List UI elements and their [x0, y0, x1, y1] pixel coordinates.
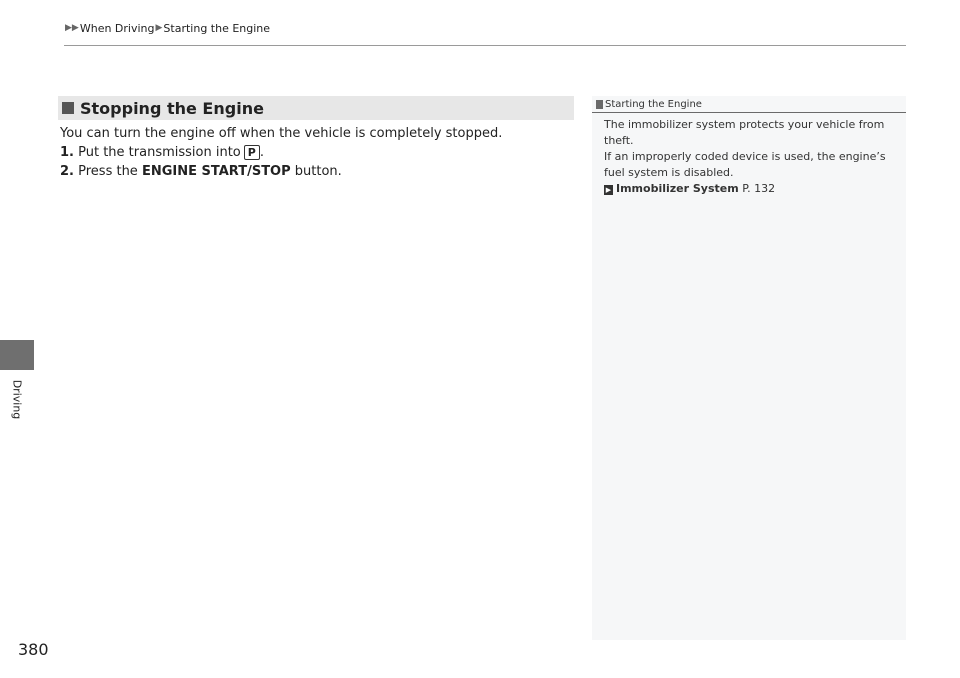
- step-1: [60, 143, 570, 162]
- breadcrumb: [64, 20, 270, 36]
- triangle-right-icon: ▶▶: [65, 23, 79, 33]
- note-heading: [592, 96, 906, 113]
- page-number: 380: [18, 640, 49, 659]
- triangle-right-icon: ▶: [155, 23, 163, 33]
- step-1-end: .: [259, 145, 264, 160]
- section-body: [60, 124, 570, 181]
- engine-start-stop-label: ENGINE START/STOP: [141, 164, 291, 179]
- step-1-text: Put the transmission into: [78, 145, 241, 160]
- breadcrumb-item-when-driving[interactable]: When Driving: [79, 21, 155, 35]
- reference-page: P. 132: [742, 182, 776, 195]
- step-2-number: 2.: [60, 164, 74, 179]
- note-paragraph-2: If an improperly coded device is used, the engine’s fuel system is disabled.: [604, 150, 886, 179]
- intro-text: You can turn the engine off when the vehicle is completely stopped.: [60, 126, 503, 141]
- immobilizer-reference-link[interactable]: [604, 181, 896, 197]
- side-tab-marker: [0, 340, 34, 370]
- square-bullet-icon: [62, 102, 74, 114]
- reference-title: Immobilizer System: [616, 182, 739, 195]
- note-heading-text: Starting the Engine: [605, 98, 702, 110]
- section-title: Stopping the Engine: [80, 98, 264, 118]
- note-panel: [592, 96, 906, 640]
- note-paragraph-1: The immobilizer system protects your vehicle from theft.: [604, 118, 885, 147]
- note-icon: [596, 100, 603, 109]
- breadcrumb-item-starting-the-engine[interactable]: Starting the Engine: [163, 21, 271, 35]
- reference-arrow-icon: ▶: [605, 186, 612, 194]
- header-divider: [64, 45, 906, 46]
- note-body: [592, 113, 906, 197]
- side-tab-label: Driving: [10, 379, 24, 419]
- step-2: [60, 162, 570, 181]
- step-2-post: button.: [294, 164, 342, 179]
- park-key-icon: P: [244, 145, 260, 160]
- step-1-number: 1.: [60, 145, 74, 160]
- section-header: [58, 96, 574, 120]
- step-2-pre: Press the: [78, 164, 138, 179]
